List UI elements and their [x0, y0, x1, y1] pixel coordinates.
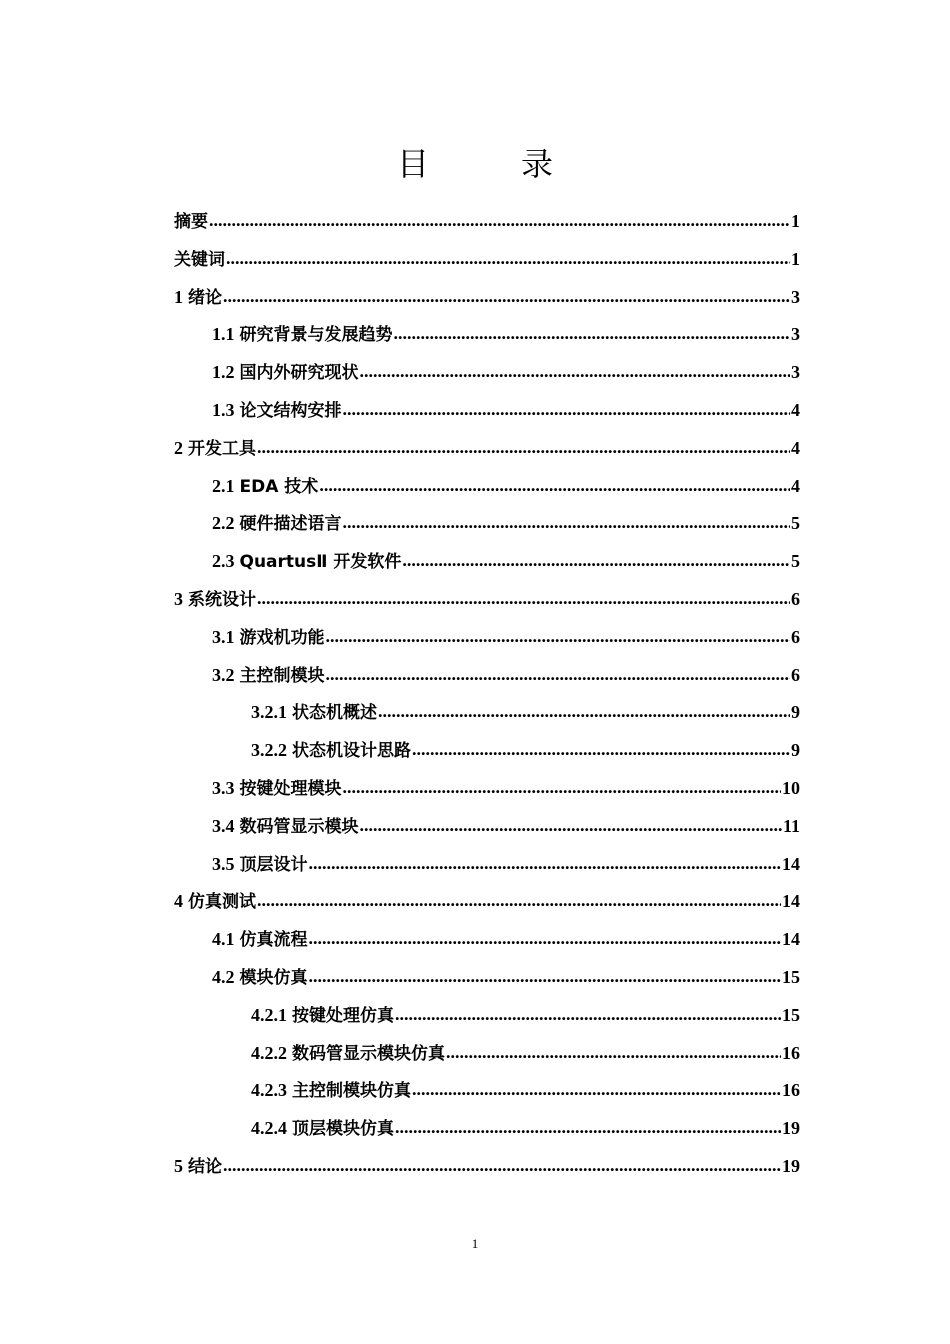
toc-entry-page: 9 — [791, 702, 800, 723]
toc-entry-number: 5 — [174, 1155, 183, 1176]
toc-entry-page: 1 — [791, 248, 800, 269]
toc-entry-page: 15 — [782, 966, 800, 987]
toc-entry-page: 19 — [782, 1118, 800, 1139]
toc-entry[interactable] — [174, 1148, 800, 1186]
toc-entry-page: 11 — [782, 815, 800, 836]
toc-dot-leader — [223, 278, 790, 316]
toc-entry[interactable] — [174, 203, 800, 241]
toc-entry[interactable] — [174, 619, 800, 657]
toc-entry-title: 状态机概述 — [292, 703, 377, 724]
toc-entry-title: 研究背景与发展趋势 — [239, 325, 393, 346]
toc-entry-page: 5 — [791, 551, 800, 572]
toc-entry-title: 按键处理模块 — [239, 778, 342, 799]
toc-entry-title: 主控制模块仿真 — [292, 1081, 411, 1102]
toc-entry[interactable] — [174, 241, 800, 279]
toc-entry-title: QuartusⅡ 开发软件 — [239, 552, 402, 573]
toc-entry-title: 绪论 — [188, 287, 222, 308]
toc-entry-page: 14 — [782, 929, 800, 950]
toc-dot-leader — [402, 542, 790, 580]
toc-entry[interactable] — [174, 808, 800, 846]
toc-entry-title: 游戏机功能 — [239, 627, 325, 648]
toc-entry-page: 3 — [791, 286, 800, 307]
toc-entry-title: 仿真测试 — [188, 892, 256, 913]
page-number: 1 — [471, 1236, 479, 1251]
toc-entry-page: 4 — [791, 437, 800, 458]
toc-entry-number: 3.2.1 — [251, 702, 287, 723]
toc-entry[interactable] — [174, 694, 800, 732]
toc-entry-number: 3.1 — [212, 626, 235, 647]
toc-entry-page: 14 — [782, 891, 800, 912]
toc-entry-page: 10 — [782, 777, 800, 798]
toc-entry-number: 1.2 — [212, 362, 235, 383]
toc-dot-leader — [257, 429, 790, 467]
toc-entry-page: 3 — [791, 324, 800, 345]
toc-entry-title: 国内外研究现状 — [239, 363, 359, 384]
toc-entry-number: 4.2.4 — [251, 1118, 287, 1139]
table-of-contents — [174, 203, 800, 1186]
toc-entry[interactable] — [174, 316, 800, 354]
toc-entry-number: 1.1 — [212, 324, 235, 345]
toc-entry-title: 顶层模块仿真 — [292, 1119, 394, 1140]
toc-entry-title: 顶层设计 — [239, 854, 308, 875]
toc-entry-title: 论文结构安排 — [239, 400, 342, 421]
toc-dot-leader — [378, 693, 790, 731]
toc-entry-title: 数码管显示模块 — [239, 816, 359, 837]
toc-entry[interactable] — [174, 1110, 800, 1148]
toc-dot-leader — [209, 202, 790, 240]
toc-entry-title: 状态机设计思路 — [292, 741, 411, 762]
toc-entry[interactable] — [174, 354, 800, 392]
toc-dot-leader — [257, 580, 790, 618]
toc-entry-number: 4.2.1 — [251, 1004, 287, 1025]
toc-dot-leader — [395, 996, 781, 1034]
toc-entry-number: 4 — [174, 891, 183, 912]
toc-entry[interactable] — [174, 543, 800, 581]
toc-entry-title: 模块仿真 — [239, 967, 308, 988]
toc-dot-leader — [394, 315, 791, 353]
toc-entry[interactable] — [174, 505, 800, 543]
toc-entry[interactable] — [174, 657, 800, 695]
toc-entry-title: 开发工具 — [188, 438, 256, 459]
toc-entry-page: 5 — [791, 513, 800, 534]
toc-entry-number: 4.2.2 — [251, 1042, 287, 1063]
toc-entry[interactable] — [174, 279, 800, 317]
toc-dot-leader — [309, 845, 782, 883]
toc-dot-leader — [319, 467, 790, 505]
toc-entry-title: 硬件描述语言 — [239, 514, 342, 535]
toc-entry[interactable] — [174, 1035, 800, 1073]
toc-dot-leader — [326, 618, 791, 656]
toc-dot-leader — [343, 504, 791, 542]
toc-entry-title: 关键词 — [174, 249, 225, 270]
toc-entry[interactable] — [174, 921, 800, 959]
toc-entry[interactable] — [174, 883, 800, 921]
toc-entry-page: 16 — [782, 1042, 800, 1063]
toc-entry[interactable] — [174, 846, 800, 884]
toc-entry-title: 系统设计 — [188, 589, 256, 610]
toc-dot-leader — [360, 807, 782, 845]
toc-dot-leader — [326, 656, 791, 694]
toc-entry-title: 摘要 — [174, 212, 208, 232]
toc-entry-title: 数码管显示模块仿真 — [292, 1043, 445, 1064]
toc-entry-page: 9 — [791, 740, 800, 761]
toc-entry-number: 3.4 — [212, 815, 235, 836]
toc-dot-leader — [226, 240, 790, 278]
toc-entry-title: 结论 — [188, 1156, 222, 1177]
toc-entry[interactable] — [174, 468, 800, 506]
toc-entry-page: 1 — [791, 211, 800, 231]
toc-entry-title: 主控制模块 — [239, 665, 325, 686]
toc-dot-leader — [360, 353, 791, 391]
toc-dot-leader — [309, 958, 782, 996]
toc-entry[interactable] — [174, 770, 800, 808]
toc-entry[interactable] — [174, 392, 800, 430]
toc-dot-leader — [343, 769, 782, 807]
toc-dot-leader — [309, 920, 782, 958]
toc-entry-number: 4.2.3 — [251, 1080, 287, 1101]
toc-entry-number: 3.5 — [212, 853, 235, 874]
toc-entry-number: 3.2 — [212, 664, 235, 685]
toc-entry-page: 16 — [782, 1080, 800, 1101]
toc-entry-page: 14 — [782, 853, 800, 874]
toc-entry-page: 4 — [791, 399, 800, 420]
toc-entry-title: 按键处理仿真 — [292, 1005, 394, 1026]
toc-entry-number: 2 — [174, 437, 183, 458]
toc-entry-page: 4 — [791, 475, 800, 496]
toc-entry-number: 2.1 — [212, 475, 235, 496]
toc-dot-leader — [395, 1109, 781, 1147]
toc-entry-page: 15 — [782, 1004, 800, 1025]
toc-entry[interactable] — [174, 430, 800, 468]
toc-entry-number: 3 — [174, 588, 183, 609]
toc-entry-number: 4.2 — [212, 966, 235, 987]
toc-entry-number: 3.3 — [212, 777, 235, 798]
toc-dot-leader — [412, 1071, 781, 1109]
toc-entry-number: 1.3 — [212, 399, 235, 420]
toc-dot-leader — [412, 731, 790, 769]
toc-entry-page: 6 — [791, 664, 800, 685]
toc-entry[interactable] — [174, 1072, 800, 1110]
toc-entry-page: 3 — [791, 362, 800, 383]
toc-dot-leader — [223, 1147, 781, 1185]
toc-entry-number: 2.2 — [212, 513, 235, 534]
toc-entry[interactable] — [174, 997, 800, 1035]
toc-entry[interactable] — [174, 581, 800, 619]
toc-entry-number: 3.2.2 — [251, 740, 287, 761]
toc-dot-leader — [257, 882, 781, 920]
toc-entry-number: 2.3 — [212, 551, 235, 572]
toc-entry-page: 19 — [782, 1155, 800, 1176]
toc-entry-number: 4.1 — [212, 929, 235, 950]
toc-entry-title: 仿真流程 — [239, 930, 308, 951]
toc-entry[interactable] — [174, 732, 800, 770]
toc-entry-page: 6 — [791, 626, 800, 647]
toc-title: 目 录 — [396, 145, 583, 183]
toc-dot-leader — [446, 1034, 781, 1072]
toc-entry[interactable] — [174, 959, 800, 997]
toc-entry-page: 6 — [791, 588, 800, 609]
toc-dot-leader — [343, 391, 791, 429]
toc-entry-number: 1 — [174, 286, 183, 307]
toc-entry-title: EDA 技术 — [239, 476, 319, 497]
